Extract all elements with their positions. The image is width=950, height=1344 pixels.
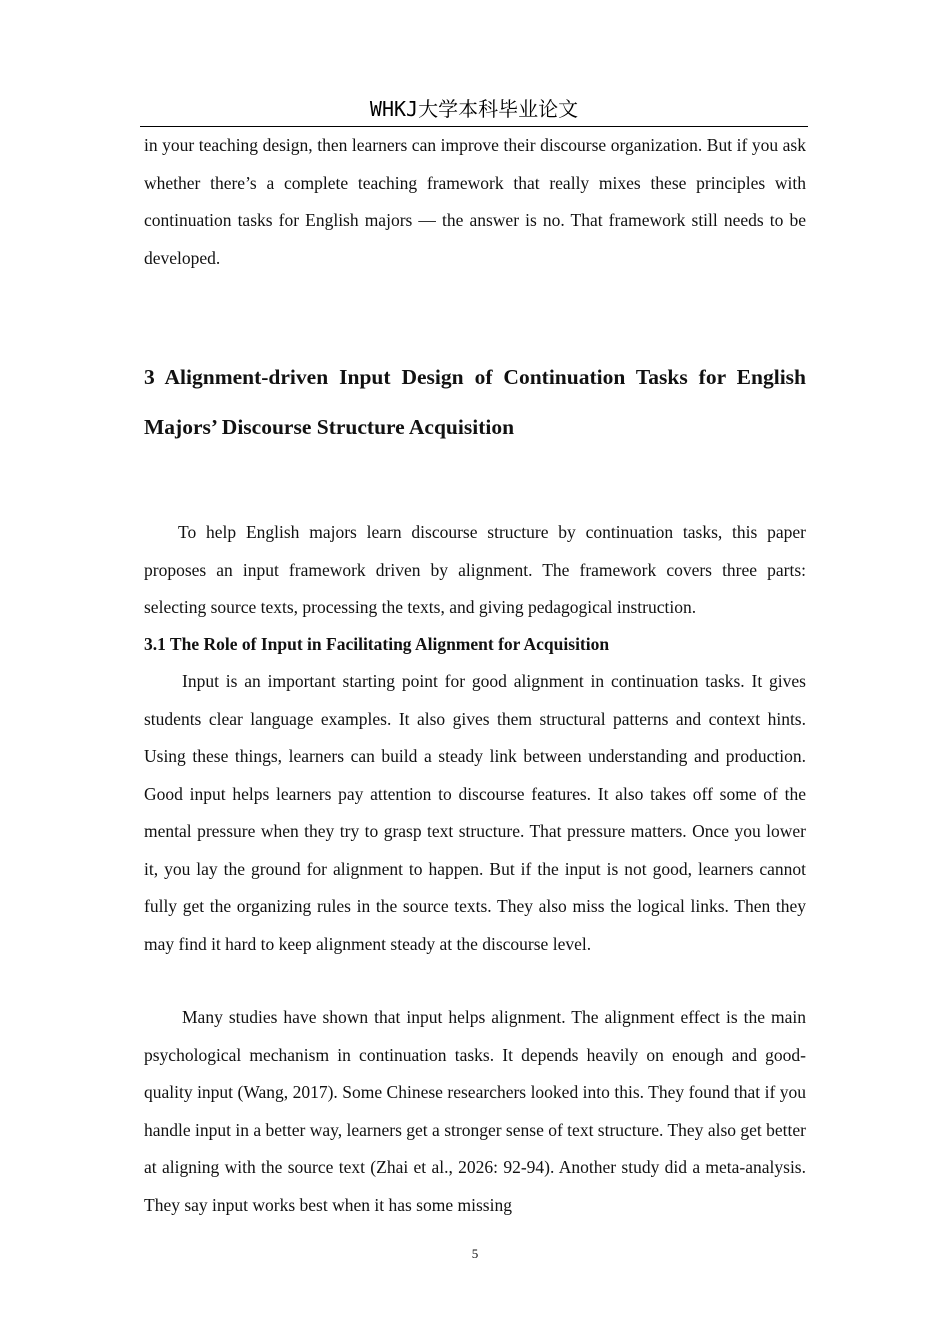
paragraph-studies: Many studies have shown that input helps alignment. The alignment effect is the main psychological mechanism in continuation tasks. It depends heavily on enough and good-quality input (Wang, 2017). Some Chinese researchers looked into this. They found that if you handle input in a better way, learners get a stronger sense of text structure. They also get better at aligning with the source text (Zhai et al., 2026: 92-94). Another study did a meta-analysis. They say input works best when it has some missing xyxy=(144,1007,806,1215)
paragraph-intro: in your teaching design, then learners can improve their discourse organization. But if you ask whether there’s a complete teaching framework that really mixes these principles with continuation tasks for English majors — the answer is no. That framework still needs to be developed. xyxy=(144,135,806,268)
paragraph-input-role: Input is an important starting point for good alignment in continuation tasks. It gives students clear language examples. It also gives them structural patterns and context hints. Using these things, learners can build a steady link between understanding and production. Good input helps learners pay attention to discourse features. It also takes off some of the mental pressure when they try to grasp text structure. That pressure matters. Once you lower it, you lay the ground for alignment to happen. But if the input is not good, learners cannot fully get the organizing rules in the source texts. They also miss the logical links. Then they may find it hard to keep alignment steady at the discourse level. xyxy=(144,671,806,954)
page-header-title: WHKJ大学本科毕业论文 xyxy=(369,97,579,121)
paragraph-overview: To help English majors learn discourse structure by continuation tasks, this paper proposes an input framework driven by alignment. The framework covers three parts: selecting source texts, processing the texts, and giving pedagogical instruction. xyxy=(144,522,806,617)
section-heading: 3 Alignment-driven Input Design of Continuation Tasks for English Majors’ Discourse Structure Acquisition xyxy=(144,365,806,439)
page-number: 5 xyxy=(471,1246,479,1261)
subsection-heading: 3.1 The Role of Input in Facilitating Alignment for Acquisition xyxy=(144,634,610,654)
